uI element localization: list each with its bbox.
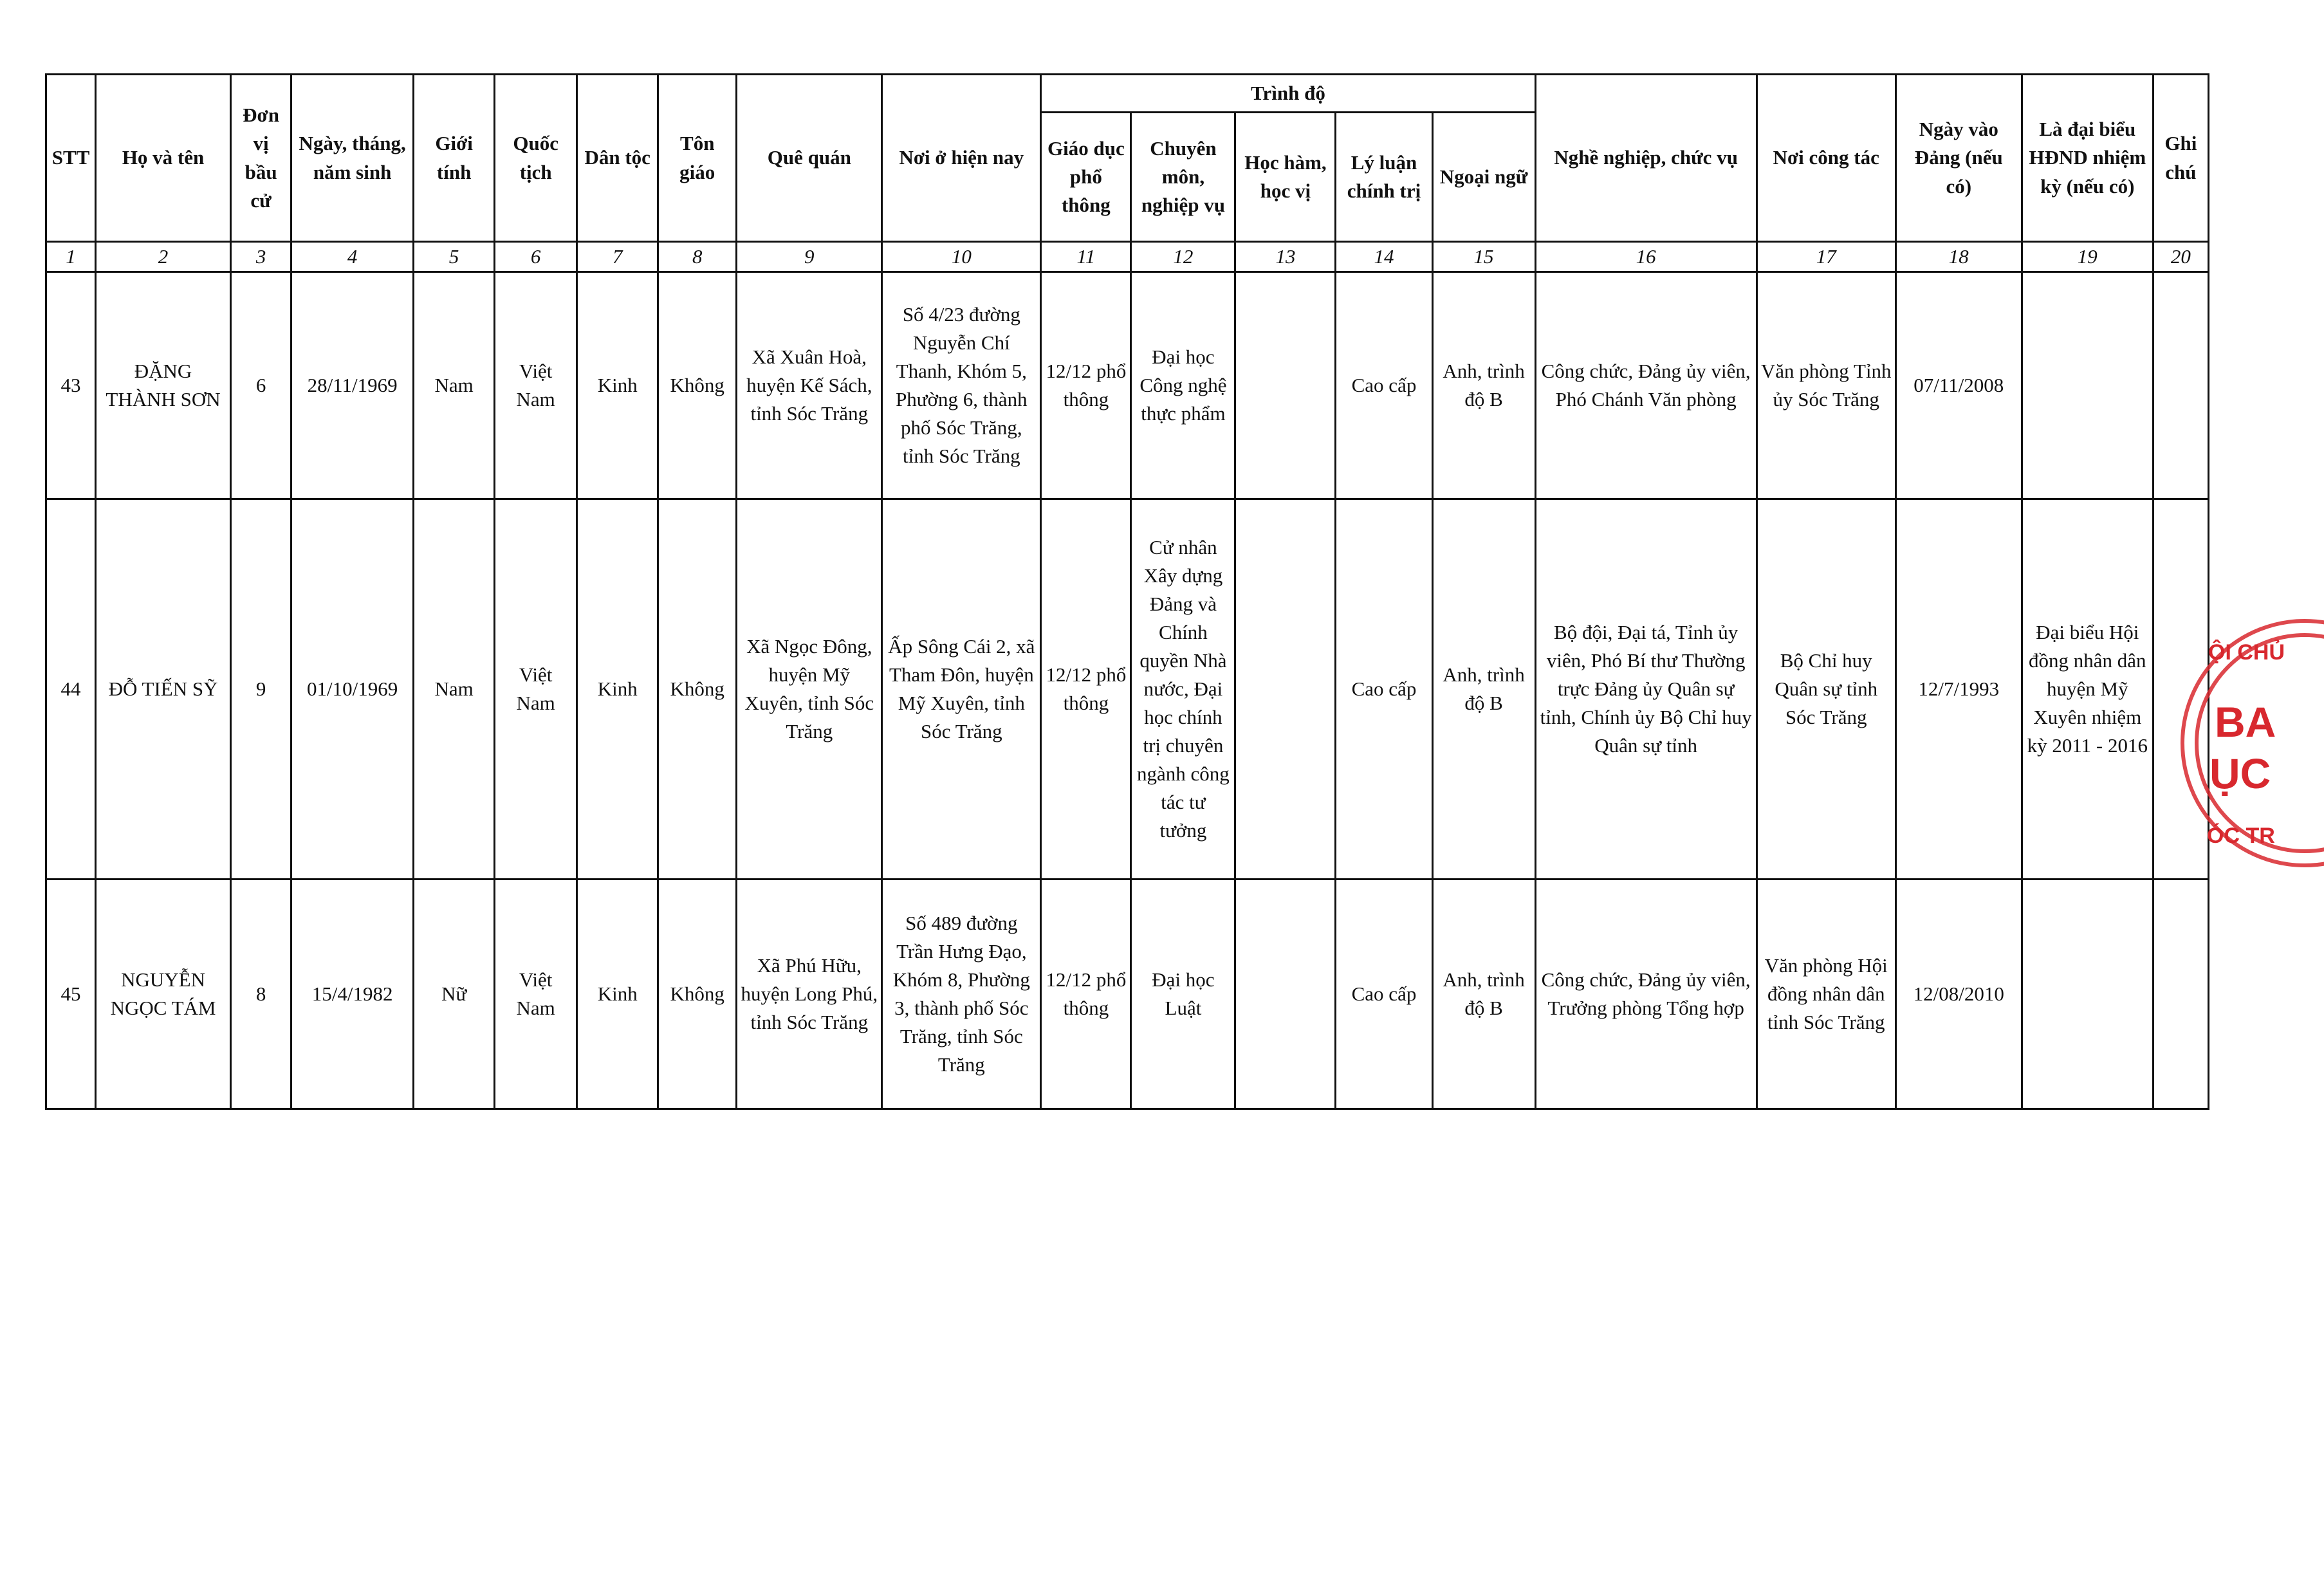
cell-ngay-vao-dang: 12/08/2010	[1895, 880, 2022, 1109]
seal-text-top: ỘI CHỦ	[2208, 640, 2285, 665]
header-giao-duc: Giáo dục phổ thông	[1041, 113, 1131, 242]
cell-que-quan: Xã Xuân Hoà, huyện Kế Sách, tỉnh Sóc Trăng	[737, 272, 882, 499]
cell-hoc-ham	[1235, 880, 1336, 1109]
cell-noi-cong-tac: Văn phòng Hội đồng nhân dân tỉnh Sóc Trăng	[1757, 880, 1895, 1109]
cell-gioi-tinh: Nữ	[414, 880, 495, 1109]
column-number: 12	[1131, 242, 1235, 272]
table-row	[46, 272, 2209, 499]
cell-dai-bieu-hdnd	[2022, 880, 2153, 1109]
header-ngoai-ngu: Ngoại ngữ	[1432, 113, 1535, 242]
cell-don-vi: 8	[231, 880, 291, 1109]
header-stt: STT	[46, 75, 96, 242]
cell-ngoai-ngu: Anh, trình độ B	[1432, 272, 1535, 499]
header-trinh-do: Trình độ	[1041, 75, 1535, 113]
cell-ghi-chu	[2153, 880, 2208, 1109]
column-number: 19	[2022, 242, 2153, 272]
cell-ly-luan: Cao cấp	[1336, 880, 1432, 1109]
column-number: 1	[46, 242, 96, 272]
column-number: 3	[231, 242, 291, 272]
cell-noi-o: Ấp Sông Cái 2, xã Tham Đôn, huyện Mỹ Xuyên, tỉnh Sóc Trăng	[882, 499, 1041, 880]
candidate-list-table	[45, 73, 2209, 1110]
cell-noi-o: Số 4/23 đường Nguyễn Chí Thanh, Khóm 5, Phường 6, thành phố Sóc Trăng, tỉnh Sóc Trăng	[882, 272, 1041, 499]
header-ngay-sinh: Ngày, tháng, năm sinh	[291, 75, 414, 242]
header-ghi-chu: Ghi chú	[2153, 75, 2208, 242]
cell-ngay-sinh: 15/4/1982	[291, 880, 414, 1109]
cell-nghe-nghiep: Công chức, Đảng ủy viên, Trưởng phòng Tổng hợp	[1535, 880, 1757, 1109]
cell-ngay-sinh: 01/10/1969	[291, 499, 414, 880]
header-quoc-tich: Quốc tịch	[495, 75, 577, 242]
cell-ghi-chu	[2153, 272, 2208, 499]
header-ho-va-ten: Họ và tên	[96, 75, 231, 242]
cell-giao-duc: 12/12 phổ thông	[1041, 880, 1131, 1109]
column-number: 20	[2153, 242, 2208, 272]
cell-ngay-vao-dang: 12/7/1993	[1895, 499, 2022, 880]
table-row	[46, 880, 2209, 1109]
cell-gioi-tinh: Nam	[414, 499, 495, 880]
cell-ton-giao: Không	[658, 499, 737, 880]
cell-hoc-ham	[1235, 272, 1336, 499]
cell-que-quan: Xã Phú Hữu, huyện Long Phú, tỉnh Sóc Trăng	[737, 880, 882, 1109]
cell-noi-cong-tac: Bộ Chỉ huy Quân sự tỉnh Sóc Trăng	[1757, 499, 1895, 880]
column-number: 13	[1235, 242, 1336, 272]
cell-giao-duc: 12/12 phổ thông	[1041, 272, 1131, 499]
header-gioi-tinh: Giới tính	[414, 75, 495, 242]
column-number: 8	[658, 242, 737, 272]
column-number: 18	[1895, 242, 2022, 272]
cell-ngoai-ngu: Anh, trình độ B	[1432, 880, 1535, 1109]
cell-quoc-tich: Việt Nam	[495, 272, 577, 499]
cell-ghi-chu	[2153, 499, 2208, 880]
cell-chuyen-mon: Đại học Luật	[1131, 880, 1235, 1109]
cell-ngay-sinh: 28/11/1969	[291, 272, 414, 499]
column-number: 7	[577, 242, 658, 272]
header-noi-o: Nơi ở hiện nay	[882, 75, 1041, 242]
table-row	[46, 499, 2209, 880]
seal-text-middle-1: BA	[2215, 698, 2276, 746]
cell-don-vi: 6	[231, 272, 291, 499]
cell-stt: 45	[46, 880, 96, 1109]
cell-nghe-nghiep: Bộ đội, Đại tá, Tỉnh ủy viên, Phó Bí thư Thường trực Đảng ủy Quân sự tỉnh, Chính ủy Bộ Chỉ huy Quân sự tỉnh	[1535, 499, 1757, 880]
cell-chuyen-mon: Cử nhân Xây dựng Đảng và Chính quyền Nhà nước, Đại học chính trị chuyên ngành công tác tư tưởng	[1131, 499, 1235, 880]
header-row-top	[46, 75, 2209, 113]
cell-ton-giao: Không	[658, 272, 737, 499]
cell-ly-luan: Cao cấp	[1336, 499, 1432, 880]
header-don-vi-bau-cu: Đơn vị bầu cử	[231, 75, 291, 242]
cell-stt: 44	[46, 499, 96, 880]
column-number: 11	[1041, 242, 1131, 272]
header-ly-luan: Lý luận chính trị	[1336, 113, 1432, 242]
cell-dan-toc: Kinh	[577, 272, 658, 499]
column-number: 6	[495, 242, 577, 272]
seal-text-middle-2: ỤC	[2209, 750, 2271, 797]
cell-dai-bieu-hdnd: Đại biểu Hội đồng nhân dân huyện Mỹ Xuyên nhiệm kỳ 2011 - 2016	[2022, 499, 2153, 880]
cell-ho-va-ten: ĐẶNG THÀNH SƠN	[96, 272, 231, 499]
cell-quoc-tich: Việt Nam	[495, 499, 577, 880]
header-noi-cong-tac: Nơi công tác	[1757, 75, 1895, 242]
header-que-quan: Quê quán	[737, 75, 882, 242]
column-number: 2	[96, 242, 231, 272]
cell-gioi-tinh: Nam	[414, 272, 495, 499]
column-number: 4	[291, 242, 414, 272]
column-number-row	[46, 242, 2209, 272]
cell-stt: 43	[46, 272, 96, 499]
cell-quoc-tich: Việt Nam	[495, 880, 577, 1109]
header-dan-toc: Dân tộc	[577, 75, 658, 242]
header-ngay-vao-dang: Ngày vào Đảng (nếu có)	[1895, 75, 2022, 242]
cell-noi-cong-tac: Văn phòng Tỉnh ủy Sóc Trăng	[1757, 272, 1895, 499]
column-number: 9	[737, 242, 882, 272]
seal-text-bottom: ÓC TR	[2207, 824, 2275, 848]
header-dai-bieu-hdnd: Là đại biểu HĐND nhiệm kỳ (nếu có)	[2022, 75, 2153, 242]
cell-noi-o: Số 489 đường Trần Hưng Đạo, Khóm 8, Phường 3, thành phố Sóc Trăng, tỉnh Sóc Trăng	[882, 880, 1041, 1109]
cell-dan-toc: Kinh	[577, 880, 658, 1109]
header-ton-giao: Tôn giáo	[658, 75, 737, 242]
cell-ho-va-ten: NGUYỄN NGỌC TÁM	[96, 880, 231, 1109]
cell-don-vi: 9	[231, 499, 291, 880]
cell-nghe-nghiep: Công chức, Đảng ủy viên, Phó Chánh Văn phòng	[1535, 272, 1757, 499]
cell-giao-duc: 12/12 phổ thông	[1041, 499, 1131, 880]
cell-que-quan: Xã Ngọc Đông, huyện Mỹ Xuyên, tỉnh Sóc Trăng	[737, 499, 882, 880]
cell-ton-giao: Không	[658, 880, 737, 1109]
cell-dai-bieu-hdnd	[2022, 272, 2153, 499]
cell-dan-toc: Kinh	[577, 499, 658, 880]
seal-inner-ring	[2197, 635, 2324, 851]
cell-chuyen-mon: Đại học Công nghệ thực phẩm	[1131, 272, 1235, 499]
column-number: 10	[882, 242, 1041, 272]
header-hoc-ham: Học hàm, học vị	[1235, 113, 1336, 242]
cell-hoc-ham	[1235, 499, 1336, 880]
column-number: 15	[1432, 242, 1535, 272]
cell-ngoai-ngu: Anh, trình độ B	[1432, 499, 1535, 880]
cell-ho-va-ten: ĐỖ TIẾN SỸ	[96, 499, 231, 880]
column-number: 16	[1535, 242, 1757, 272]
column-number: 5	[414, 242, 495, 272]
cell-ly-luan: Cao cấp	[1336, 272, 1432, 499]
column-number: 17	[1757, 242, 1895, 272]
header-chuyen-mon: Chuyên môn, nghiệp vụ	[1131, 113, 1235, 242]
cell-ngay-vao-dang: 07/11/2008	[1895, 272, 2022, 499]
column-number: 14	[1336, 242, 1432, 272]
header-nghe-nghiep: Nghề nghiệp, chức vụ	[1535, 75, 1757, 242]
